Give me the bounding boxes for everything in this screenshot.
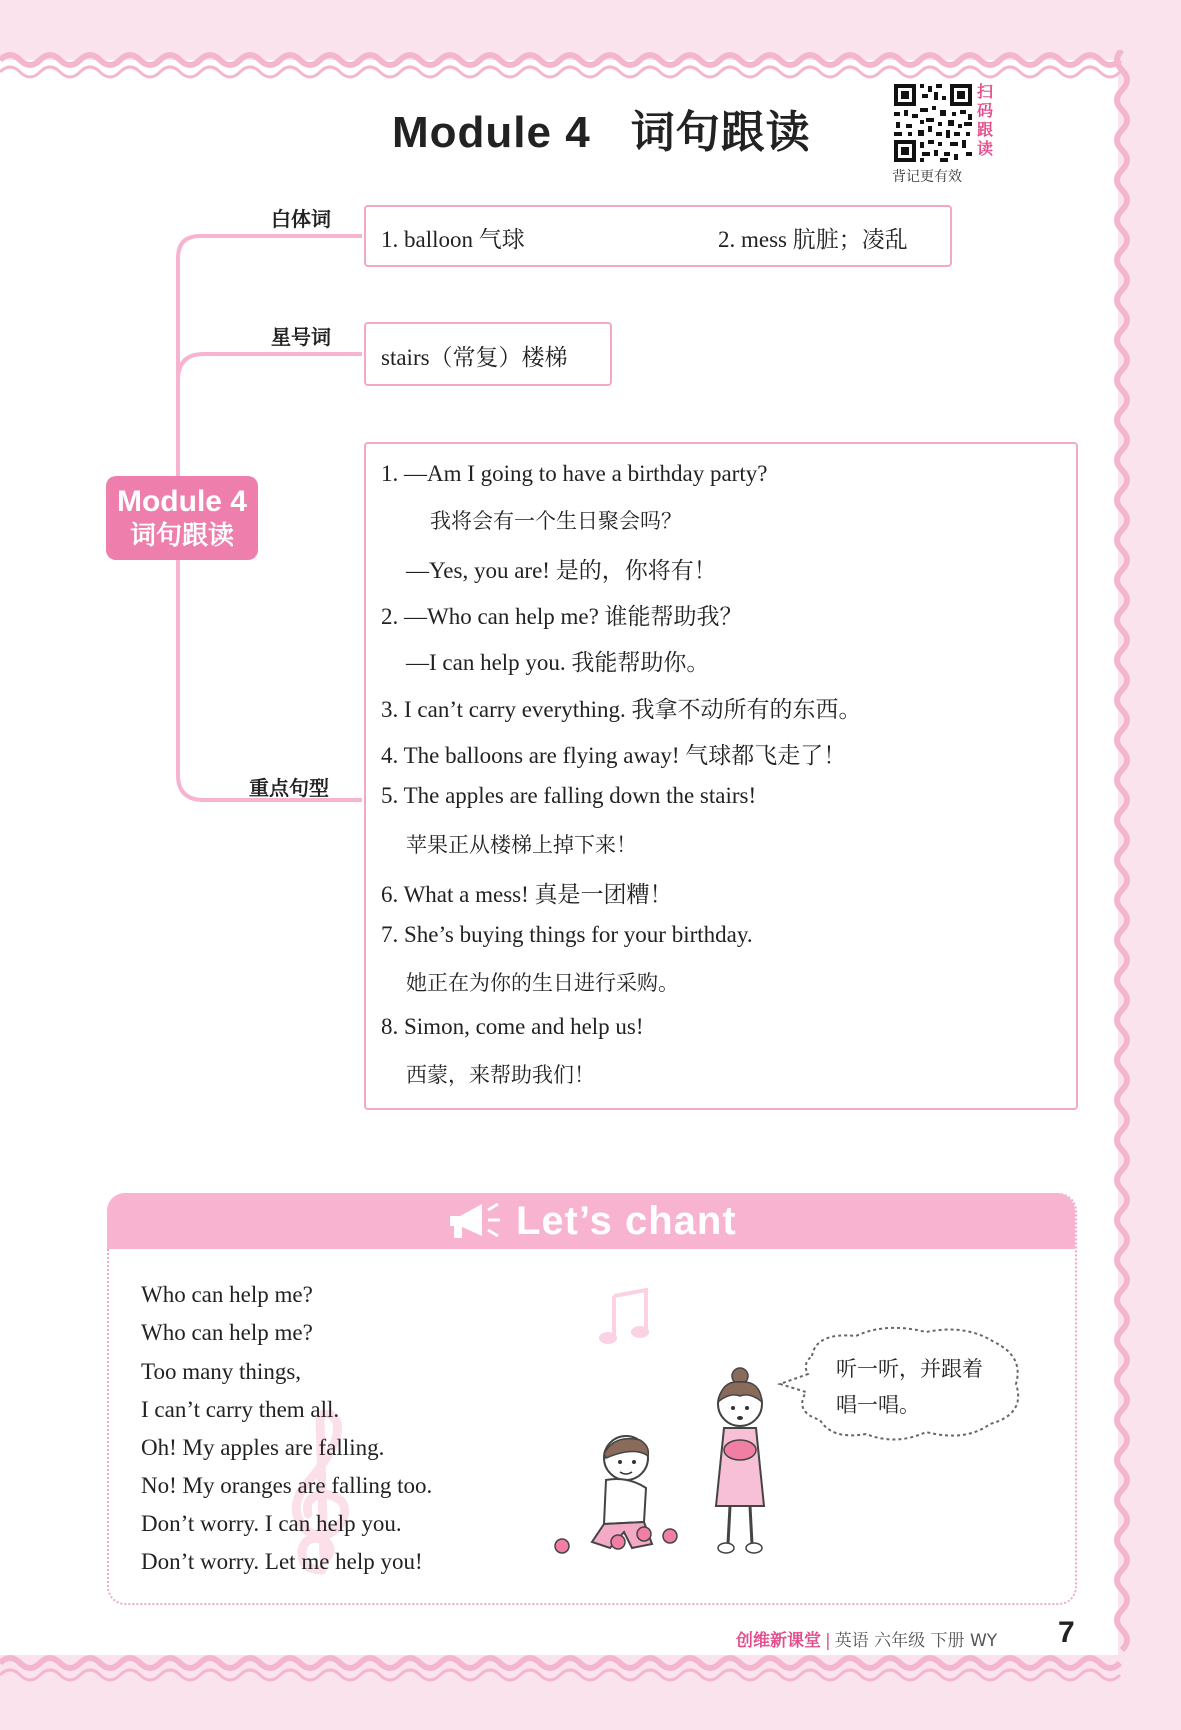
qr-side-char: 扫 xyxy=(977,82,994,101)
footer xyxy=(736,1626,997,1651)
chant-line: Don’t worry. I can help you. xyxy=(141,1511,402,1536)
badge-line2: 词句跟读 xyxy=(129,520,234,550)
footer-separator: | xyxy=(825,1631,831,1651)
sentence-line: 5. The apples are falling down the stairs! xyxy=(381,783,757,808)
music-note-icon xyxy=(596,1286,658,1348)
qr-side-char: 跟 xyxy=(977,120,994,139)
page-number: 7 xyxy=(1058,1616,1075,1649)
sentence-line: —Yes, you are! 是的，你将有！ xyxy=(406,558,717,583)
sentence-line: 3. I can’t carry everything. 我拿不动所有的东西。 xyxy=(381,697,862,722)
chant-line: Don’t worry. Let me help you! xyxy=(141,1549,423,1574)
sentence-line: 4. The balloons are flying away! 气球都飞走了！ xyxy=(381,743,847,768)
sentence-line: 我将会有一个生日聚会吗？ xyxy=(430,509,682,533)
sentence-box xyxy=(364,442,1078,1110)
title-module: Module 4 xyxy=(392,108,591,157)
badge-line1: Module 4 xyxy=(116,485,247,518)
speech-bubble xyxy=(776,1322,1028,1446)
sentence-line: 苹果正从楼梯上掉下来！ xyxy=(406,833,637,857)
category-zhongdian: 重点句型 xyxy=(249,776,329,800)
megaphone-icon xyxy=(446,1198,504,1244)
bubble-text: 听一听，并跟着 xyxy=(836,1357,983,1381)
chant-line: Who can help me? xyxy=(141,1320,313,1345)
category-xinghao: 星号词 xyxy=(271,325,331,349)
word-item: 1. balloon 气球 xyxy=(381,227,525,252)
qr-caption: 背记更有效 xyxy=(892,169,962,185)
title-text: 词句跟读 xyxy=(630,108,811,157)
sentence-line: —I can help you. 我能帮助你。 xyxy=(406,650,710,675)
sentence-line: 2. —Who can help me? 谁能帮助我？ xyxy=(381,604,743,629)
qr-side-char: 读 xyxy=(977,139,994,158)
chant-line: Oh! My apples are falling. xyxy=(141,1435,385,1460)
footer-info: 英语 六年级 下册 WY xyxy=(834,1631,998,1651)
word-item: 2. mess 肮脏；凌乱 xyxy=(718,227,908,252)
sentence-line: 西蒙，来帮助我们！ xyxy=(406,1063,595,1087)
chant-line: Who can help me? xyxy=(141,1282,313,1307)
girl-illustration xyxy=(700,1366,780,1560)
boy-illustration xyxy=(544,1432,684,1562)
sentence-line: 6. What a mess! 真是一团糟！ xyxy=(381,882,673,907)
module-badge xyxy=(106,476,258,560)
chant-line: I can’t carry them all. xyxy=(141,1397,340,1422)
category-baiti: 白体词 xyxy=(271,207,331,231)
sentence-line: 1. —Am I going to have a birthday party? xyxy=(381,461,768,486)
sentence-line: 她正在为你的生日进行采购。 xyxy=(406,971,679,995)
footer-brand: 创维新课堂 xyxy=(736,1631,821,1651)
qr-side-char: 码 xyxy=(977,101,994,120)
chant-title: Let’s chant xyxy=(516,1199,737,1243)
bottom-wave-border xyxy=(0,1645,1181,1705)
star-word-item: stairs（常复）楼梯 xyxy=(381,345,568,370)
chant-line: Too many things, xyxy=(141,1359,302,1384)
sentence-line: 8. Simon, come and help us! xyxy=(381,1014,644,1039)
chant-line: No! My oranges are falling too. xyxy=(141,1473,433,1498)
sentence-line: 7. She’s buying things for your birthday. xyxy=(381,922,753,947)
bubble-text: 唱一唱。 xyxy=(836,1393,920,1417)
